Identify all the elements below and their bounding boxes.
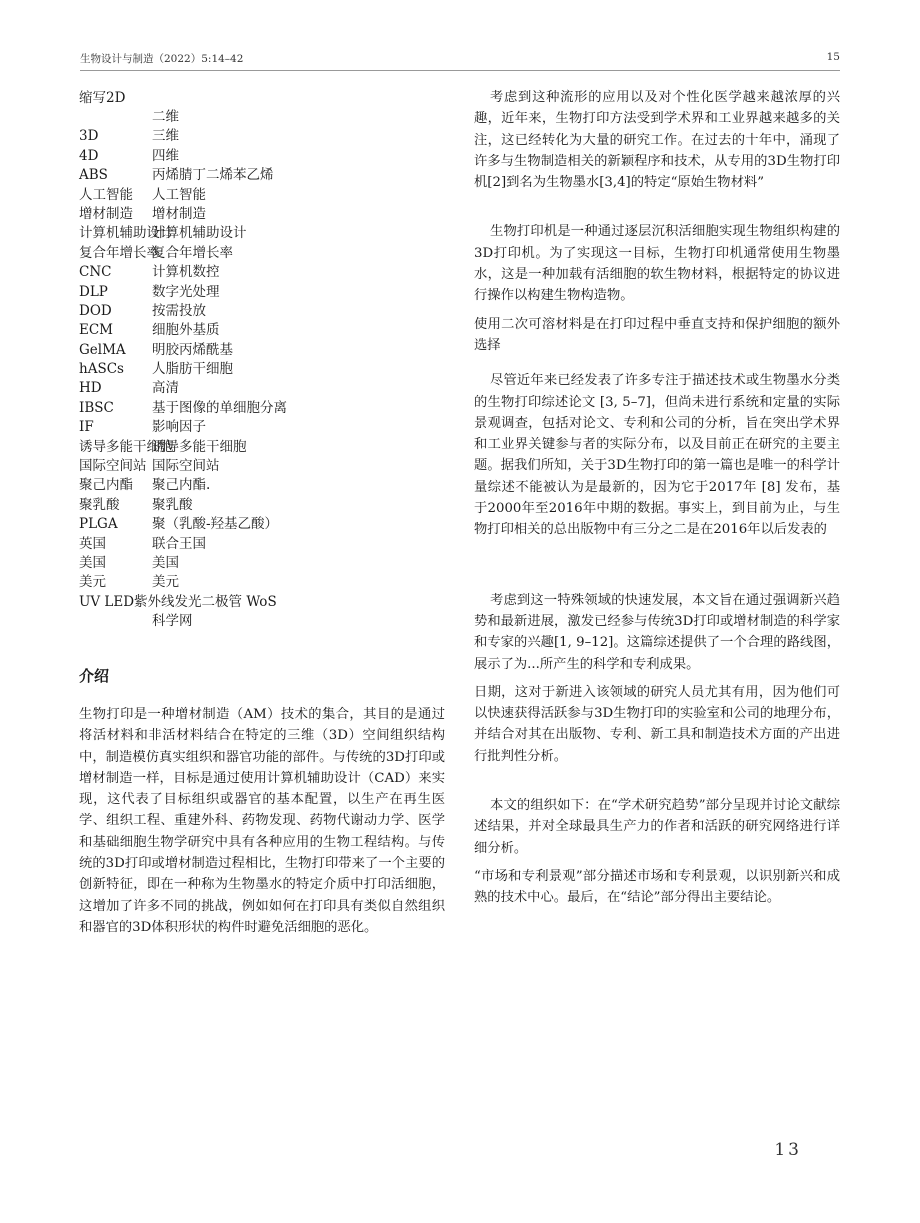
abbreviation-term: GelMA — [79, 341, 126, 358]
abbreviation-row — [79, 535, 339, 554]
abbreviation-row — [79, 554, 339, 573]
abbreviation-term: IF — [79, 419, 94, 436]
abbreviation-term: 增材制造 — [79, 205, 133, 222]
abbreviation-row — [79, 379, 339, 398]
abbreviation-term: 3D — [79, 128, 99, 145]
abbreviation-term: hASCs — [79, 361, 124, 378]
abbreviation-meaning: 美国 — [152, 554, 179, 571]
abbreviation-meaning: 数字光处理 — [152, 283, 220, 300]
abbreviation-meaning: 科学网 — [152, 613, 193, 630]
abbreviation-row — [79, 593, 339, 612]
abbreviation-meaning: 计算机数控 — [152, 264, 220, 281]
abbreviation-meaning: 人脂肪干细胞 — [152, 361, 233, 378]
abbreviation-meaning: 影响因子 — [152, 419, 206, 436]
abbreviations-title: 缩写2D — [79, 90, 126, 106]
abbreviation-meaning: 增材制造 — [152, 205, 206, 222]
abbreviation-term: 聚乳酸 — [79, 496, 120, 513]
abbreviation-meaning: 聚己内酯. — [152, 477, 211, 494]
abbreviation-meaning: 美元 — [152, 574, 179, 591]
abbreviation-term: PLGA — [79, 516, 118, 533]
body-paragraph: 生物打印机是一种通过逐层沉积活细胞实现生物组织构建的3D打印机。为了实现这一目标，生物打印机通常使用生物墨水，这是一种加载有活细胞的软生物材料，根据特定的协议进行操作以构建生物构造物。 — [474, 224, 840, 304]
abbreviation-row — [79, 515, 339, 534]
body-paragraph: 本文的组织如下：在“学术研究趋势”部分呈现并讨论文献综述结果，并对全球最具生产力的作者和活跃的研究网络进行详细分析。 — [474, 798, 840, 856]
abbreviation-term: DLP — [79, 283, 108, 300]
abbreviation-row — [79, 302, 339, 321]
page-number: 13 — [774, 1140, 802, 1160]
abbreviation-row — [79, 321, 339, 340]
abbreviation-meaning: 基于图像的单细胞分离 — [152, 399, 287, 416]
abbreviation-term: DOD — [79, 302, 112, 319]
body-paragraph: 日期，这对于新进入该领域的研究人员尤其有用，因为他们可以快速获得活跃参与3D生物打印的实验室和公司的地理分布，并结合对其在出版物、专利、新工具和制造技术方面的产出进行批判性分析。 — [474, 684, 840, 764]
abbreviation-row — [79, 399, 339, 418]
abbreviation-row — [79, 224, 339, 243]
abbreviation-term: 美元 — [79, 574, 106, 591]
abbreviation-term: 英国 — [79, 535, 106, 552]
header-rule — [80, 70, 840, 71]
abbreviation-row — [79, 205, 339, 224]
abbreviation-meaning: 计算机辅助设计 — [152, 225, 247, 242]
abbreviation-row — [79, 263, 339, 282]
running-header-citation: 生物设计与制造（2022）5:14–42 — [80, 53, 244, 65]
abbreviation-term: UV LED紫外线发光二极管 WoS — [79, 593, 277, 610]
abbreviation-row — [79, 283, 339, 302]
abbreviation-meaning: 国际空间站 — [152, 458, 220, 475]
abbreviation-row — [79, 418, 339, 437]
body-paragraph: 使用二次可溶材料是在打印过程中垂直支持和保护细胞的额外选择 — [474, 316, 840, 353]
body-paragraph: 考虑到这一特殊领域的快速发展，本文旨在通过强调新兴趋势和最新进展，激发已经参与传统3D打印或增材制造的科学家和专家的兴趣[1, 9–12]。这篇综述提供了一个合理的路线图，展示了为...所产生的科学和专利成果。 — [474, 592, 840, 672]
abbreviation-meaning: 联合王国 — [152, 535, 206, 552]
abbreviation-meaning: 人工智能 — [152, 186, 206, 203]
intro-paragraph: 生物打印是一种增材制造（AM）技术的集合，其目的是通过将活材料和非活材料结合在特定的三维（3D）空间组织结构中，制造模仿真实组织和器官功能的部件。与传统的3D打印或增材制造一样，目标是通过使用计算机辅助设计（CAD）来实现，这代表了目标组织或器官的基本配置，以生产在再生医学、组织工程、重建外科、药物发现、药物代谢动力学、医学和基础细胞生物学研究中具有各种应用的生物工程结构。与传统的3D打印或增材制造过程相比，生物打印带来了一个主要的创新特征，即在一种称为生物墨水的特定介质中打印活细胞，这增加了许多不同的挑战，例如如何在打印具有类似自然组织和器官的3D体积形状的构件时避免活细胞的恶化。 — [79, 707, 445, 935]
abbreviation-meaning: 聚乳酸 — [152, 496, 193, 513]
abbreviation-term: 诱导多能干细胞 — [79, 438, 174, 455]
abbreviation-meaning: 细胞外基质 — [152, 322, 220, 339]
abbreviation-term: 国际空间站 — [79, 458, 147, 475]
abbreviation-row — [79, 438, 339, 457]
body-paragraph: 考虑到这种流形的应用以及对个性化医学越来越浓厚的兴趣，近年来，生物打印方法受到学术界和工业界越来越多的关注，这已经转化为大量的研究工作。在过去的十年中，涌现了许多与生物制造相关的新颖程序和技术，从专用的3D生物打印机[2]到名为生物墨水[3,4]的特定“原始生物材料” — [474, 90, 840, 191]
abbreviation-term: CNC — [79, 264, 112, 281]
abbreviation-term: IBSC — [79, 399, 114, 416]
right-column — [474, 87, 840, 909]
abbreviation-row — [79, 244, 339, 263]
abbreviation-term: 聚己内酯 — [79, 477, 133, 494]
running-header-page: 15 — [826, 51, 840, 63]
abbreviation-meaning: 聚（乳酸-羟基乙酸） — [152, 516, 279, 533]
abbreviation-row — [79, 186, 339, 205]
abbreviation-row — [79, 496, 339, 515]
abbreviation-meaning: 高清 — [152, 380, 179, 397]
abbreviation-row — [79, 341, 339, 360]
abbreviation-row — [79, 360, 339, 379]
abbreviation-meaning: 丙烯腈丁二烯苯乙烯 — [152, 167, 274, 184]
abbreviation-term: 计算机辅助设计 — [79, 225, 174, 242]
abbreviation-row — [79, 108, 339, 127]
abbreviation-row — [79, 127, 339, 146]
body-paragraph: “市场和专利景观”部分描述市场和专利景观，以识别新兴和成熟的技术中心。最后，在“结论”部分得出主要结论。 — [474, 868, 840, 906]
abbreviation-meaning: 诱导多能干细胞 — [152, 438, 247, 455]
abbreviations-list — [79, 108, 339, 632]
abbreviation-term: ECM — [79, 322, 114, 339]
abbreviation-row — [79, 476, 339, 495]
abbreviation-row — [79, 612, 339, 631]
intro-section — [79, 664, 445, 938]
abbreviation-meaning: 复合年增长率 — [152, 244, 233, 261]
abbreviation-row — [79, 166, 339, 185]
abbreviation-term: ABS — [79, 167, 108, 184]
abbreviation-meaning: 四维 — [152, 147, 179, 164]
abbreviation-term: HD — [79, 380, 102, 397]
intro-heading: 介绍 — [79, 667, 110, 685]
body-paragraph: 尽管近年来已经发表了许多专注于描述技术或生物墨水分类的生物打印综述论文 [3, 5–7]，但尚未进行系统和定量的实际景观调查，包括对论文、专利和公司的分析，旨在突出学术界和工业界关键参与者的实际分布，以及目前正在研究的主要主题。据我们所知，关于3D生物打印的第一篇也是唯一的科学计量综述不能被认为是最新的，因为它于2017年 [8] 发布，基于2000年至2016年中期的数据。事实上，到目前为止，与生物打印相关的总出版物中有三分之二是在2016年以后发表的 — [474, 373, 840, 538]
abbreviation-meaning: 三维 — [152, 128, 179, 145]
abbreviation-row — [79, 573, 339, 592]
abbreviation-meaning: 按需投放 — [152, 302, 206, 319]
abbreviation-term: 人工智能 — [79, 186, 133, 203]
abbreviation-meaning: 明胶丙烯酰基 — [152, 341, 233, 358]
abbreviation-term: 4D — [79, 147, 99, 164]
abbreviation-row — [79, 457, 339, 476]
abbreviation-meaning: 二维 — [152, 109, 179, 125]
abbreviation-term: 美国 — [79, 554, 106, 571]
abbreviation-row — [79, 147, 339, 166]
abbreviation-term: 复合年增长率 — [79, 244, 160, 261]
